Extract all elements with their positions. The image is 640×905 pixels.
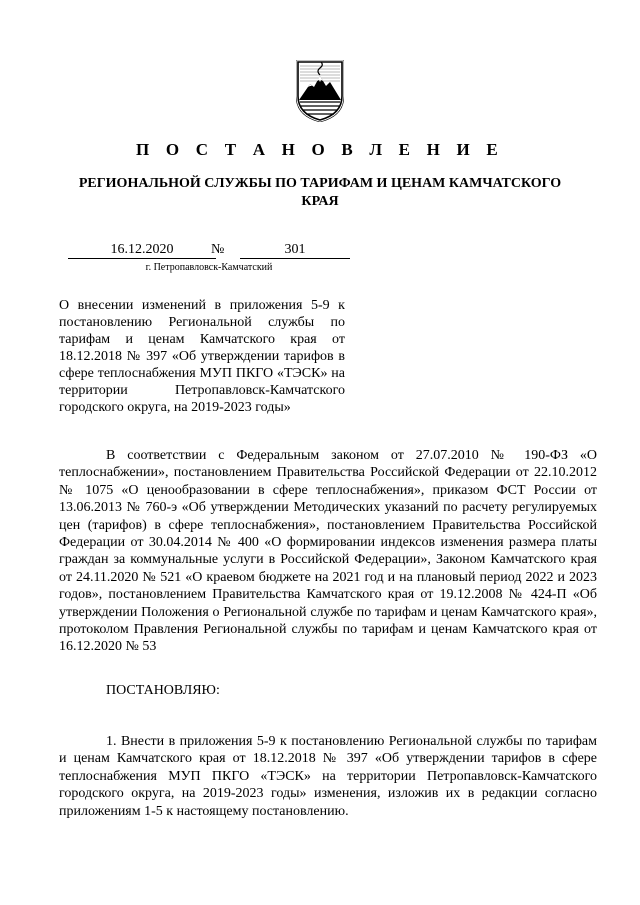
number-sign: №	[211, 242, 225, 257]
document-date: 16.12.2020	[110, 242, 174, 257]
number-underline	[240, 258, 350, 259]
issuing-authority: РЕГИОНАЛЬНОЙ СЛУЖБЫ ПО ТАРИФАМ И ЦЕНАМ КАМЧАТСКОГО КРАЯ	[78, 176, 562, 209]
document-title: П О С Т А Н О В Л Е Н И Е	[136, 140, 504, 159]
kamchatka-coat-of-arms-icon	[296, 60, 344, 122]
document-subject: О внесении изменений в приложения 5-9 к постановлению Региональной службы по тарифам и ценам Камчатского края от 18.12.2018 № 397 «Об утверждении тарифов в сфере теплоснабжения МУП ПКГО «ТЭСК» на территории Петропавловск-Камчатского городского округа, на 2019-2023 годы»	[59, 298, 345, 415]
decree-word: ПОСТАНОВЛЯЮ:	[106, 683, 220, 698]
preamble-paragraph: В соответствии с Федеральным законом от 27.07.2010 № 190-ФЗ «О теплоснабжении», постановлением Правительства Российской Федерации от 22.10.2012 № 1075 «О ценообразовании в сфере теплоснабжения», приказом ФСТ России от 13.06.2013 № 760-э «Об утверждении Методических указаний по расчету регулируемых цен (тарифов) в сфере теплоснабжения», постановлением Правительства Российской Федерации от 30.04.2014 № 400 «О формировании индексов изменения размера платы граждан за коммунальные услуги в Российской Федерации», Законом Камчатского края от 24.11.2020 № 521 «О краевом бюджете на 2021 год и на плановый период 2022 и 2023 годов», постановлением Правительства Камчатского края от 19.12.2008 № 424-П «Об утверждении Положения о Региональной службе по тарифам и ценам Камчатского края», протоколом Правления Региональной службы по тарифам и ценам Камчатского края от 16.12.2020 № 53	[59, 448, 597, 655]
item-1-paragraph: 1. Внести в приложения 5-9 к постановлению Региональной службы по тарифам и ценам Камчатского края от 18.12.2018 № 397 «Об утверждении тарифов в сфере теплоснабжения МУП ПКГО «ТЭСК» на территории Петропавловск-Камчатского городского округа, на 2019-2023 годы» изменения, изложив их в редакции согласно приложениям 1-5 к настоящему постановлению.	[59, 734, 597, 819]
document-city: г. Петропавловск-Камчатский	[145, 262, 273, 273]
date-underline	[68, 258, 216, 259]
document-number: 301	[284, 242, 306, 257]
